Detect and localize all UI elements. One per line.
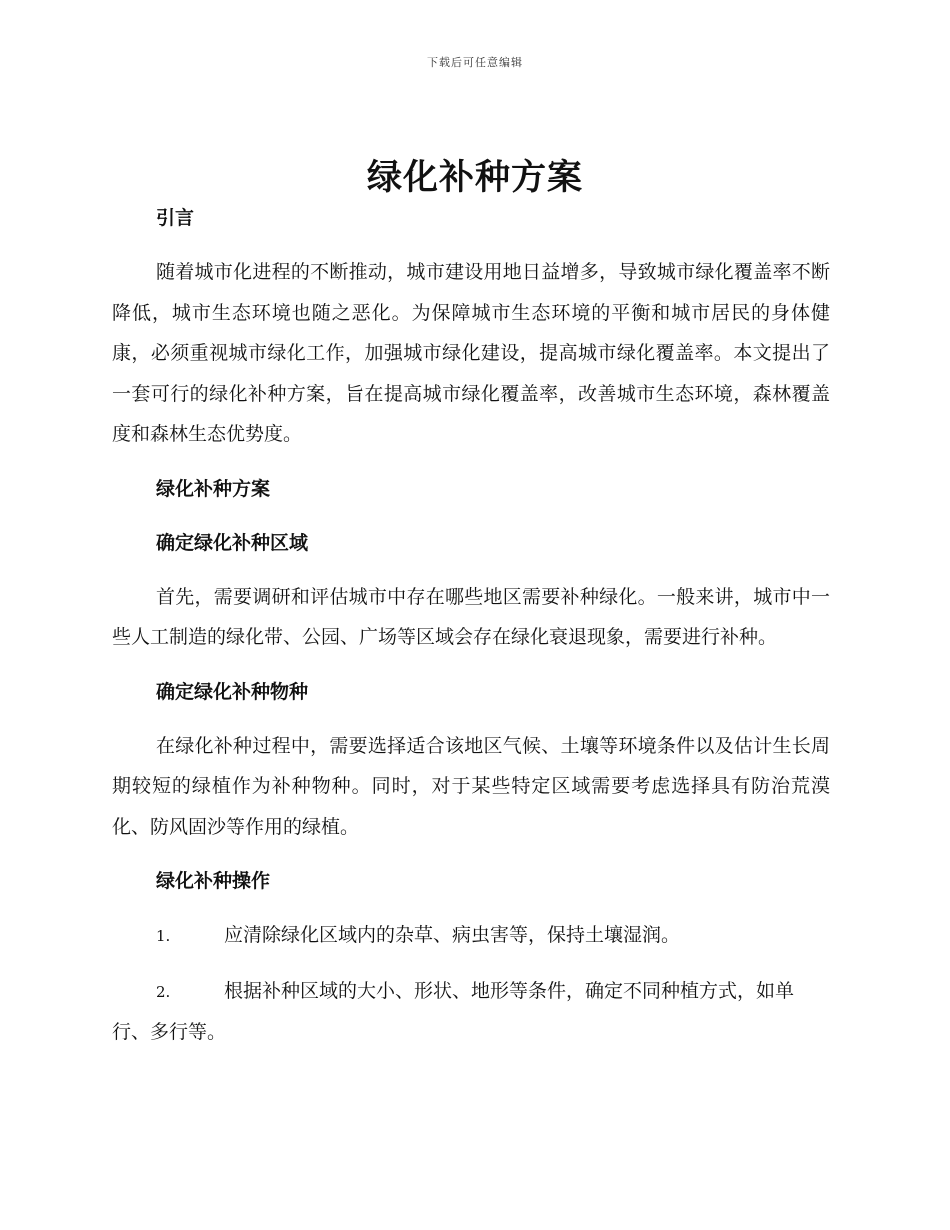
section-heading-operation: 绿化补种操作 [156, 870, 271, 892]
list-item-text: 应清除绿化区域内的杂草、病虫害等，保持土壤湿润。 [224, 924, 681, 946]
document-title: 绿化补种方案 [366, 158, 583, 198]
list-item-number: 1. [156, 927, 171, 945]
section-heading-introduction: 引言 [156, 207, 195, 229]
area-paragraph: 首先，需要调研和评估城市中存在哪些地区需要补种绿化。一般来讲，城市中一些人工制造的绿化带、公园、广场等区域会存在绿化衰退现象，需要进行补种。 [112, 585, 830, 648]
species-paragraph: 在绿化补种过程中，需要选择适合该地区气候、土壤等环境条件以及估计生长周期较短的绿植作为补种物种。同时，对于某些特定区域需要考虑选择具有防治荒漠化、防风固沙等作用的绿植。 [112, 734, 830, 838]
section-heading-area: 确定绿化补种区域 [156, 531, 309, 554]
header-note: 下载后可任意编辑 [427, 56, 523, 69]
document-body [112, 198, 830, 1053]
list-item [112, 971, 830, 1053]
section-heading-plan: 绿化补种方案 [156, 477, 271, 500]
list-item [112, 915, 830, 957]
list-item-number: 2. [156, 982, 171, 1001]
introduction-paragraph: 随着城市化进程的不断推动，城市建设用地日益增多，导致城市绿化覆盖率不断降低，城市生态环境也随之恶化。为保障城市生态环境的平衡和城市居民的身体健康，必须重视城市绿化工作，加强城市绿化建设，提高城市绿化覆盖率。本文提出了一套可行的绿化补种方案，旨在提高城市绿化覆盖率，改善城市生态环境，森林覆盖度和森林生态优势度。 [112, 261, 830, 445]
section-heading-species: 确定绿化补种物种 [156, 680, 309, 703]
list-item-text: 根据补种区域的大小、形状、地形等条件，确定不同种植方式，如单行、多行等。 [112, 979, 795, 1043]
